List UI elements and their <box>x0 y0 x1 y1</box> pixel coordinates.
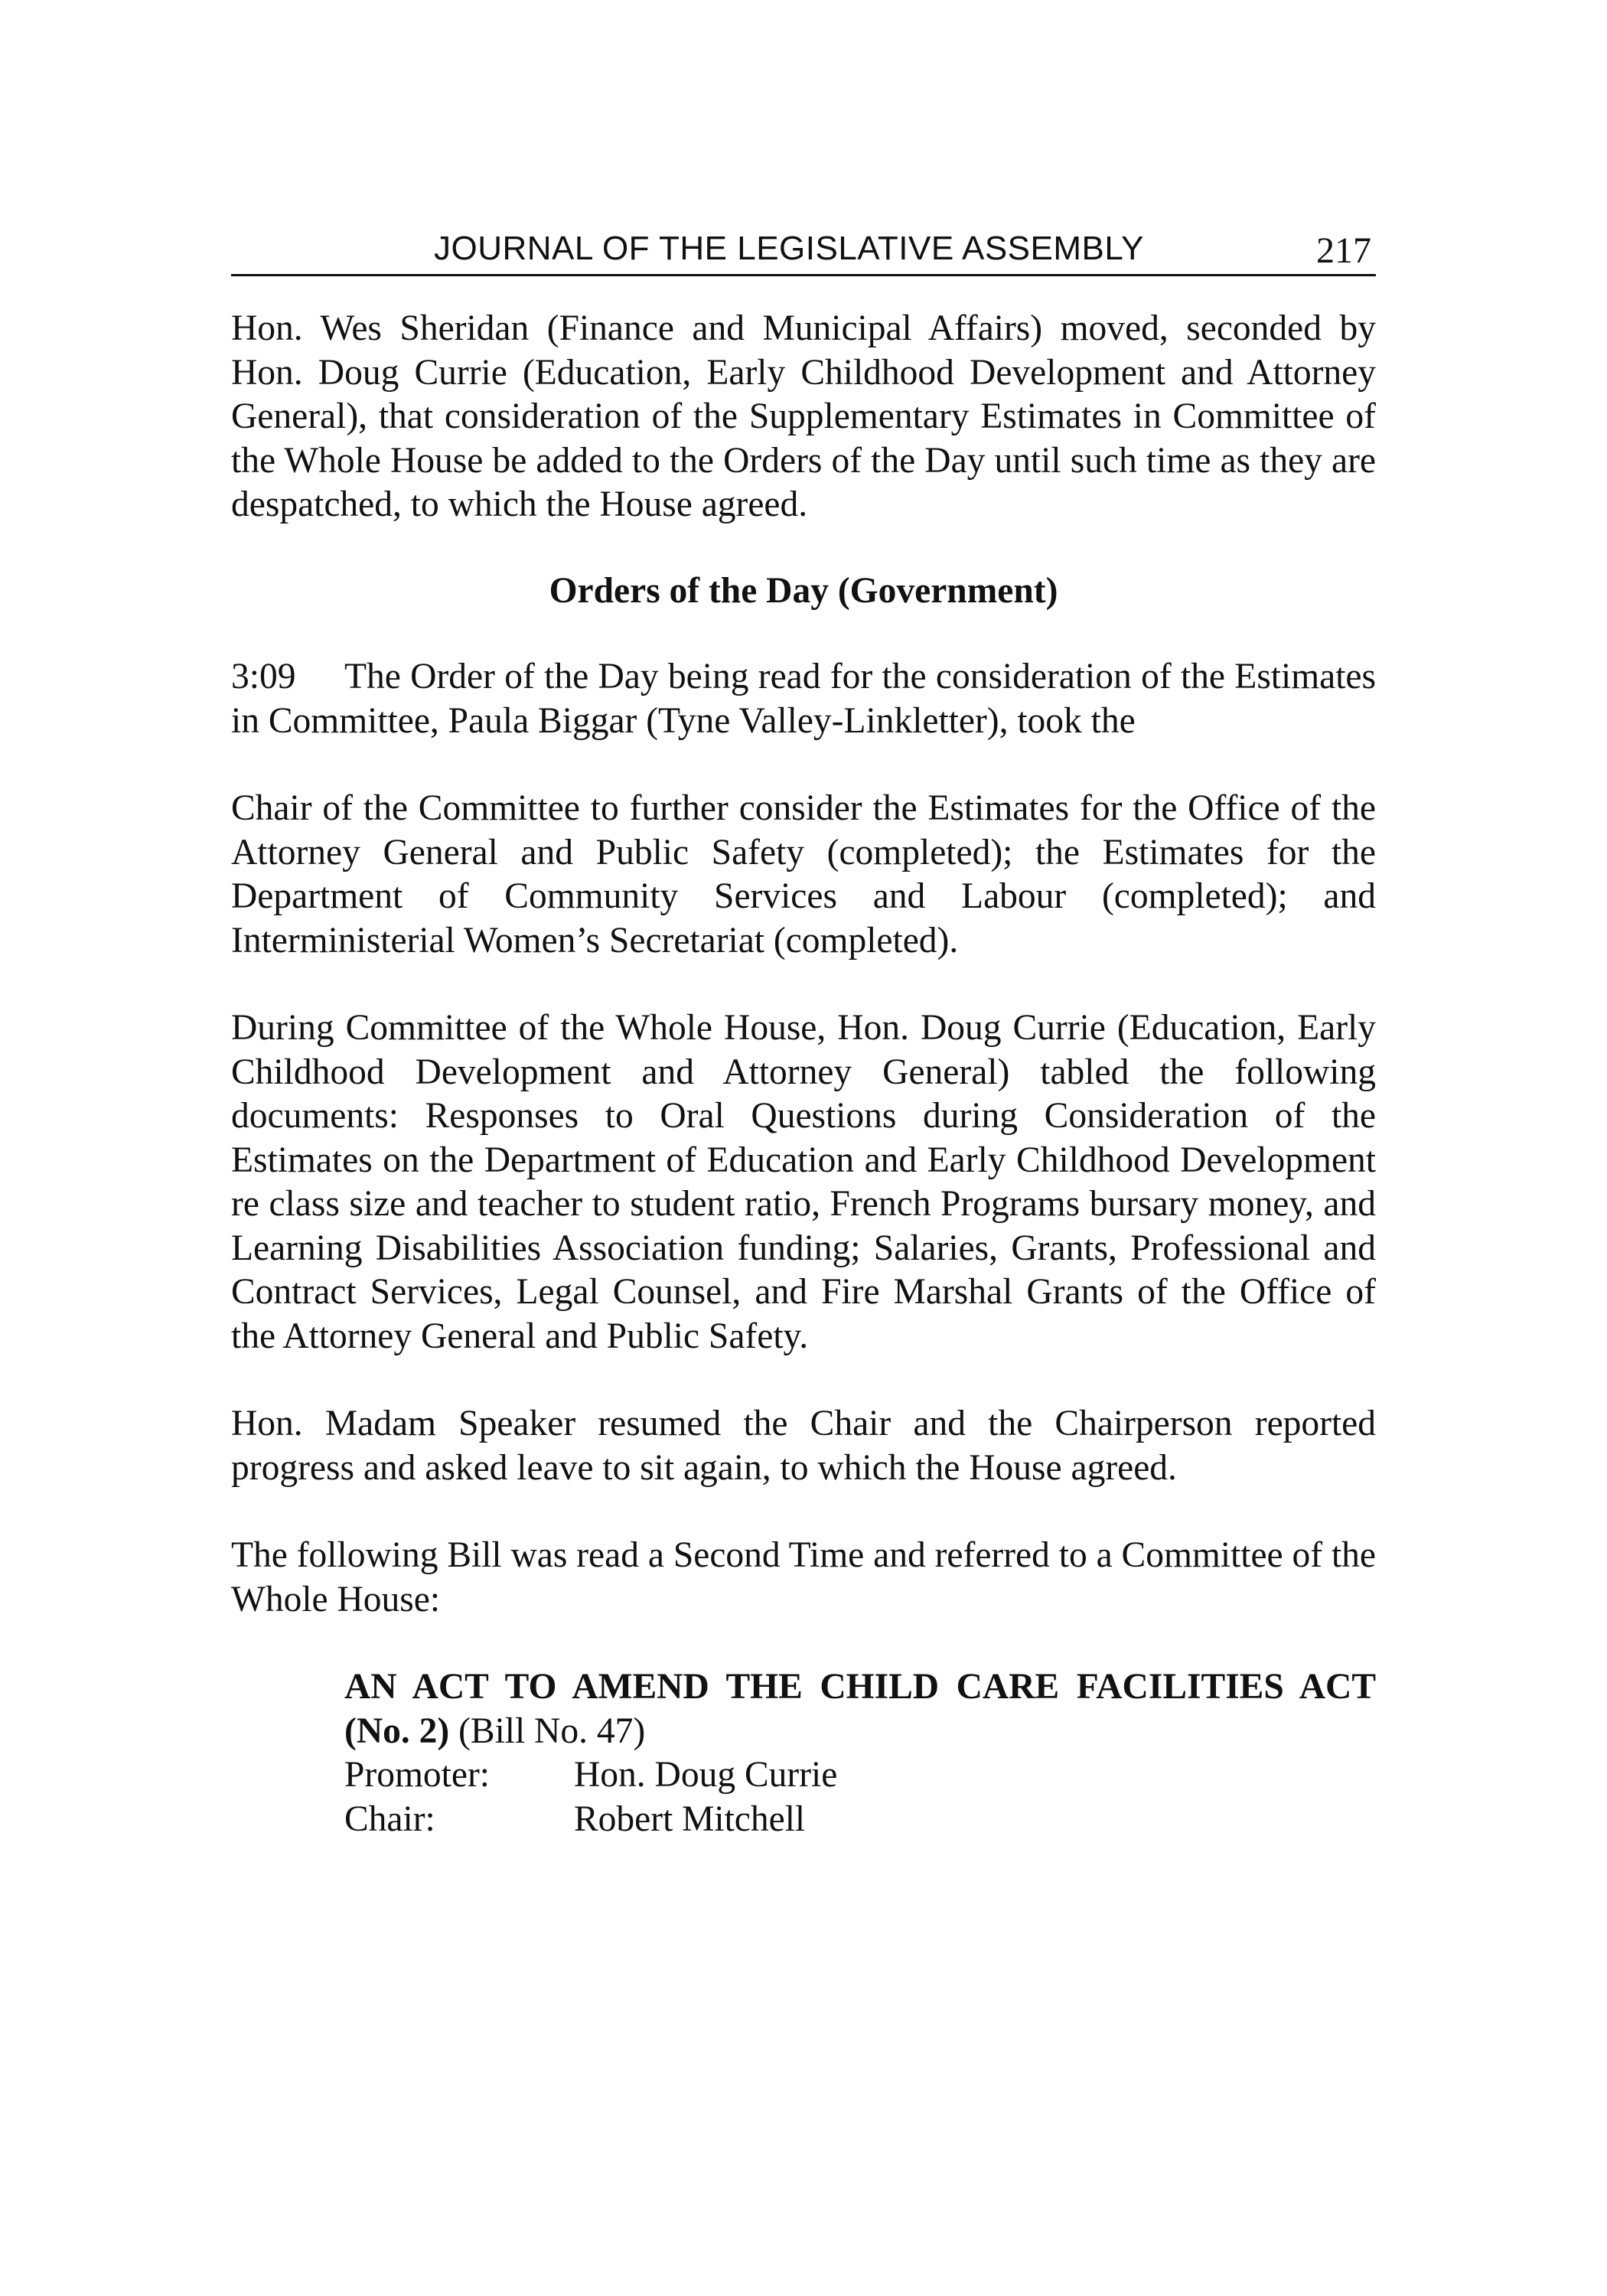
paragraph-second-reading: The following Bill was read a Second Time and referred to a Committee of the Whole House: <box>231 1535 1376 1619</box>
paragraph-order-of-day <box>231 655 1376 743</box>
running-header <box>231 225 1376 276</box>
promoter-value: Hon. Doug Currie <box>574 1755 838 1795</box>
chair-label: Chair: <box>344 1799 435 1839</box>
bill-title-name: AN ACT TO AMEND THE CHILD CARE FACILITIES ACT (No. 2) <box>344 1667 1376 1751</box>
journal-title: JOURNAL OF THE LEGISLATIVE ASSEMBLY <box>434 230 1144 267</box>
bill-number: (Bill No. 47) <box>449 1711 646 1751</box>
page-number: 217 <box>1316 230 1371 271</box>
promoter-label: Promoter: <box>344 1755 490 1795</box>
page-content <box>231 225 1376 1841</box>
bill-chair-row <box>344 1798 1376 1842</box>
paragraph-tabled-documents: During Committee of the Whole House, Hon. Doug Currie (Education, Early Childhood Development and Attorney General) tabled the following documents: Responses to Oral Questions during Consideration of the Estimates on the Department of Education and Early Childhood Development re class size and teacher to student ratio, French Programs bursary money, and Learning Disabilities Association funding; Salaries, Grants, Professional and Contract Services, Legal Counsel, and Fire Marshal Grants of the Office of the Attorney General and Public Safety. <box>231 1008 1376 1356</box>
chair-value: Robert Mitchell <box>574 1799 806 1839</box>
paragraph-motion: Hon. Wes Sheridan (Finance and Municipal Affairs) moved, seconded by Hon. Doug Currie (Education, Early Childhood Development and Attorney General), that consideration of the Supplementary Estimates in Committee of the Whole House be added to the Orders of the Day until such time as they are despatched, to which the House agreed. <box>231 308 1376 524</box>
bill-block <box>344 1665 1376 1841</box>
paragraph-speaker-resumed: Hon. Madam Speaker resumed the Chair and the Chairperson reported progress and asked leave to sit again, to which the House agreed. <box>231 1404 1376 1488</box>
time-stamp: 3:09 <box>231 657 296 696</box>
section-heading: Orders of the Day (Government) <box>549 570 1058 611</box>
paragraph-committee-chair: Chair of the Committee to further consider the Estimates for the Office of the Attorney General and Public Safety (completed); the Estimates for the Department of Community Services and Labour (completed); and Interministerial Women’s Secretariat (completed). <box>231 788 1376 960</box>
order-text: The Order of the Day being read for the consideration of the Estimates in Committee, Paula Biggar (Tyne Valley-Linkletter), took the <box>231 657 1376 741</box>
bill-promoter-row <box>344 1753 1376 1798</box>
bill-title <box>344 1665 1376 1753</box>
